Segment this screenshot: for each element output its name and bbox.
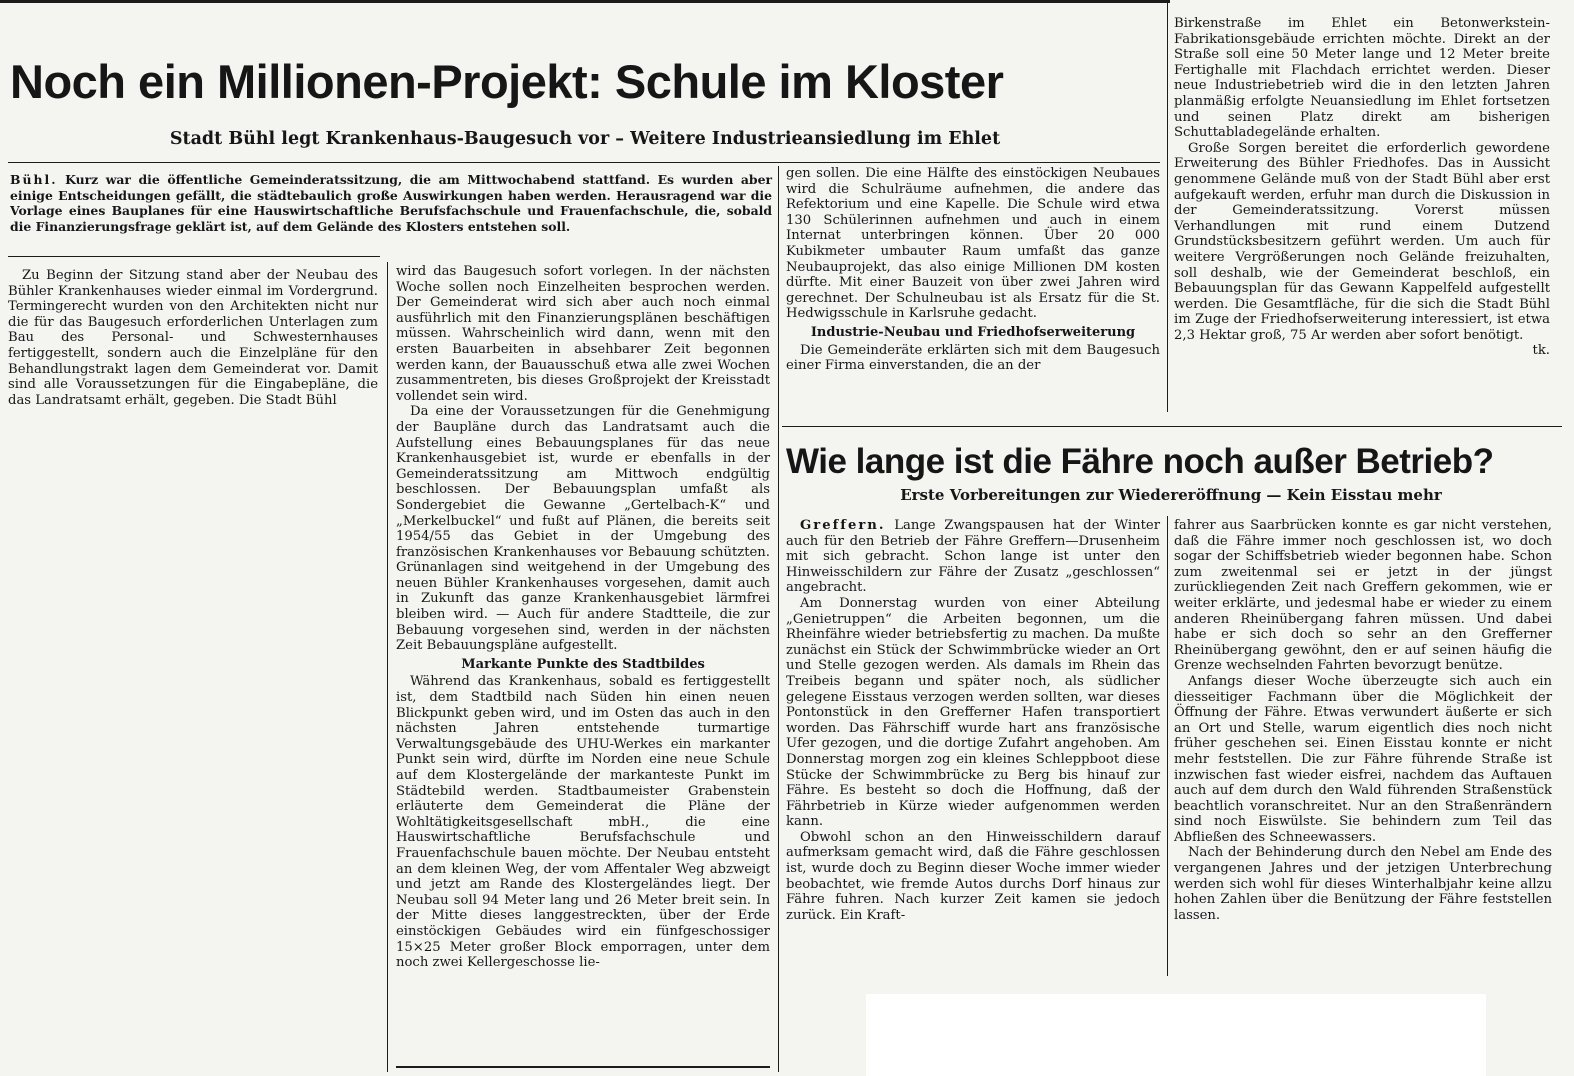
article2-headline: Wie lange ist die Fähre noch außer Betrieb? — [786, 442, 1494, 481]
article1-headline: Noch ein Millionen-Projekt: Schule im Kloster — [10, 55, 1004, 108]
article2-col2-paragraph-3: Nach der Behinderung durch den Nebel am Ende des vergangenen Jahres und der jetzigen Unterbrechung werden sich wohl für dieses Winterhalbjahr keine allzu hohen Zahlen über die Benützung der Fähre feststellen lassen. — [1174, 845, 1552, 923]
article1-col2-paragraph-1: wird das Baugesuch sofort vorlegen. In der nächsten Woche sollen noch Einzelheiten besprochen werden. Der Gemeinderat wird sich aber auch noch einmal ausführlich mit den Finanzierungsplänen beschäftigen müssen. Wahrscheinlich wird dann, wenn mit den ersten Bauarbeiten in absehbarer Zeit begonnen werden kann, der Bauausschuß etwa alle zwei Wochen zusammentreten, bis dieses Großprojekt der Kreisstadt vollendet sein wird. — [396, 264, 770, 404]
column-rule-3 — [1167, 0, 1168, 412]
lead-rule — [8, 256, 380, 257]
article1-subheadline: Stadt Bühl legt Krankenhaus-Baugesuch vor – Weitere Industrieansiedlung im Ehlet — [169, 129, 1001, 149]
article1-column-1 — [8, 268, 378, 408]
article1-dateline: Bühl. — [10, 172, 58, 187]
article1-lead-text: Kurz war die öffentliche Gemeinderatssitzung, die am Mittwochabend stattfand. Es wurden aber einige Entscheidungen gefällt, die städtebaulich große Auswirkungen haben werden. Herausragend war die Vorlage eines Bauplanes für eine Hauswirtschaftliche Berufsfachschule und Frauenfachschule, die, sobald die Finanzierungsfrage geklärt ist, auf dem Gelände des Klosters entstehen soll. — [10, 172, 772, 234]
article2-col1-paragraph-3: Obwohl schon an den Hinweisschildern darauf aufmerksam gemacht wird, daß die Fähre geschlossen ist, wurde doch zu Beginn dieser Woche immer wieder beobachtet, wie fremde Autos durchs Dorf hinaus zur Fähre fuhren. Nach kurzer Zeit kamen sie jedoch zurück. Ein Kraft- — [786, 829, 1160, 923]
article1-col1-paragraph: Zu Beginn der Sitzung stand aber der Neubau des Bühler Krankenhauses wieder einmal im Vordergrund. Termingerecht wurden von den Architekten nicht nur die für das Baugesuch erforderlichen Unterlagen zum Bau des Personal- und Schwesternhauses fertiggestellt, sondern auch die Einzelpläne für den Behandlungstrakt lagen dem Gemeinderat vor. Damit sind alle Voraussetzungen für die Eingabepläne, die das Landratsamt erhält, gegeben. Die Stadt Bühl — [8, 268, 378, 408]
article2-col1-paragraph-1-text: Lange Zwangspausen hat der Winter auch für den Betrieb der Fähre Greffern—Drusenheim mit sich gebracht. Schon lange ist unter den Hinweisschildern zur Fähre der Zusatz „geschlossen“ angebracht. — [786, 518, 1160, 596]
article1-col3-paragraph-2: Die Gemeinderäte erklärten sich mit dem Baugesuch einer Firma einverstanden, die an der — [786, 342, 1160, 374]
article1-column-2 — [396, 264, 770, 971]
article2-col1-paragraph-1 — [786, 518, 1160, 596]
article1-col3-paragraph-1: gen sollen. Die eine Hälfte des einstöckigen Neubaues wird die Schulräume aufnehmen, die andere das Refektorium und eine Kapelle. Die Schule wird etwa 130 Schülerinnen aufnehmen und auch in einem Internat unterbringen können. Über 20 000 Kubikmeter umbauter Raum umfaßt das ganze Neubauprojekt, das also einige Millionen DM kosten dürfte. Mit einer Bauzeit von über zwei Jahren wird gerechnet. Der Schulneubau ist als Ersatz für die St. Hedwigsschule in Karlsruhe gedacht. — [786, 166, 1160, 322]
article1-lead — [10, 172, 772, 234]
blank-area — [866, 994, 1486, 1076]
article2-dateline: Greffern. — [800, 518, 886, 533]
article2-column-rule — [1167, 516, 1168, 976]
article1-col2-paragraph-2: Da eine der Voraussetzungen für die Genehmigung der Baupläne durch das Landratsamt auch die Aufstellung eines Bebauungsplanes für das neue Krankenhausgebiet ist, wurde er ebenfalls in der Gemeinderatssitzung am Mittwoch endgültig beschlossen. Der Bebauungsplan umfaßt als Sondergebiet die Gewanne „Gertelbach-K“ und „Merkelbuckel“ und fußt auf Plänen, die bereits seit 1954/55 das Gebiet in der Umgebung des französischen Krankenhauses vor Bebauung schützten. Grünanlagen sind weitgehend in der Umgebung des neuen Bühler Krankenhauses vorgesehen, damit auch in Zukunft das ganze Krankenhausgebiet lärmfrei bleiben wird. — Auch für andere Stadtteile, die zur Bebauung vorgesehen sind, werden in der nächsten Zeit Bebauungspläne aufgestellt. — [396, 404, 770, 654]
article2-col2-paragraph-1: fahrer aus Saarbrücken konnte es gar nicht verstehen, daß die Fähre immer noch geschlossen ist, wo doch sogar der Schiffsbetrieb wieder begonnen habe. Schon zum zweitenmal sei er jetzt in der jüngst zurückliegenden Zeit nach Greffern gekommen, wie er weiter erklärte, und jedesmal habe er wieder zu einem anderen Rheinübergang fahren müssen. Und dabei habe er sich doch so sehr an den Grefferner Rheinübergang gewöhnt, den er auf seinen häufig die Grenze wechselnden Fahrten bevorzugt benütze. — [1174, 518, 1552, 674]
article1-column-3 — [786, 166, 1160, 374]
article2-top-rule — [782, 426, 1562, 427]
article2-col1-paragraph-2: Am Donnerstag wurden von einer Abteilung „Genietruppen“ die Arbeiten begonnen, um die Rheinfähre wieder betriebsfertig zu machen. Da mußte zunächst ein Stück der Schwimmbrücke wieder an Ort und Stelle gezogen werden. Als damals im Rhein das Treibeis begann und später noch, als südlicher gelegene Eisstaus verzogen werden sollten, war dieses Pontonstück in den Grefferner Hafen transportiert worden. Das Fährschiff wurde hart ans französische Ufer gezogen, und die dortige Zufahrt angehoben. Am Donnerstag morgen zog ein kleines Schleppboot diese Stücke der Schwimmbrücke zu Berg bis hinauf zur Fähre. Es besteht so doch die Hoffnung, daß der Fährbetrieb in Kürze wieder aufgenommen werden kann. — [786, 595, 1160, 830]
header-bottom-rule — [8, 162, 1160, 163]
article1-column-4 — [1174, 16, 1550, 359]
article2-column-2 — [1174, 518, 1552, 923]
bottom-rule — [396, 1066, 770, 1068]
article1-col4-paragraph-1: Birkenstraße im Ehlet ein Betonwerkstein-Fabrikationsgebäude errichten möchte. Direkt an der Straße soll eine 50 Meter lange und 12 Meter breite Fertighalle mit Flachdach errichtet werden. Dieser neue Industriebetrieb wird die in den letzten Jahren planmäßig erfolgte Neuansiedlung im Ehlet fortsetzen und seinen Platz direkt am bisherigen Schuttabladegelände erhalten. — [1174, 16, 1550, 141]
article1-col2-subhead: Markante Punkte des Stadtbildes — [461, 656, 705, 672]
article2-column-1 — [786, 518, 1160, 923]
article1-col3-subhead: Industrie-Neubau und Friedhofserweiterung — [810, 324, 1136, 340]
article2-subheadline: Erste Vorbereitungen zur Wiedereröffnung — Kein Eisstau mehr — [900, 486, 1442, 504]
article1-col4-paragraph-2: Große Sorgen bereitet die erforderlich gewordene Erweiterung des Bühler Friedhofes. Das in Aussicht genommene Gelände muß von der Stadt Bühl aber erst aufgekauft werden, erfuhr man durch die Diskussion in der Gemeinderatssitzung. Vorerst müssen Verhandlungen mit rund einem Dutzend Grundstücksbesitzern geführt werden. Um auch für weitere Vergrößerungen noch Gelände freizuhalten, soll deshalb, wie der Gemeinderat beschloß, ein Bebauungsplan für das Gewann Kappelfeld aufgestellt werden. Die Gesamtfläche, für die sich die Stadt Bühl im Zuge der Friedhofserweiterung interessiert, ist etwa 2,3 Hektar groß, 75 Ar werden aber sofort benötigt. — [1174, 140, 1550, 343]
top-rule — [0, 0, 1170, 3]
article1-signature: tk. — [1532, 343, 1550, 359]
article2-col2-paragraph-2: Anfangs dieser Woche überzeugte sich auch ein diesseitiger Fachmann über die Möglichkeit der Öffnung der Fähre. Etwas verwundert äußerte er sich an Ort und Stelle, warum eigentlich dies noch nicht früher geschehen sei. Einen Eisstau konnte er nicht mehr feststellen. Die zur Fähre führende Straße ist inzwischen fast wieder eisfrei, nachdem das Auftauen auch auf dem durch den Wald führenden Straßenstück beachtlich voranschreitet. Nur an den Straßenrändern sind noch Eiswülste. Sie behindern zum Teil das Abfließen des Schneewassers. — [1174, 673, 1552, 845]
column-rule-1 — [387, 262, 388, 1072]
article1-col2-paragraph-3: Während das Krankenhaus, sobald es fertiggestellt ist, dem Stadtbild nach Süden hin einen neuen Blickpunkt geben wird, und im Osten das auch in den nächsten Jahren entstehende turmartige Verwaltungsgebäude des UHU-Werkes ein markanter Punkt sein wird, dürfte im Norden eine neue Schule auf dem Klostergelände der markanteste Punkt im Städtebild werden. Stadtbaumeister Grabenstein erläuterte dem Gemeinderat die Pläne der Wohltätigkeitsgesellschaft mbH., die eine Hauswirtschaftliche Berufsfachschule und Frauenfachschule bauen möchte. Der Neubau entsteht an dem kleinen Weg, der vom Affentaler Weg abzweigt und jetzt am Rande des Klostergeländes liegt. Der Neubau soll 94 Meter lang und 26 Meter breit sein. In der Mitte dieses langgestreckten, über der Erde einstöckigen Gebäudes wird ein fünfgeschossiger 15×25 Meter großer Block emporragen, unter dem noch zwei Kellergeschosse lie- — [396, 674, 770, 971]
column-rule-2 — [778, 166, 779, 1072]
